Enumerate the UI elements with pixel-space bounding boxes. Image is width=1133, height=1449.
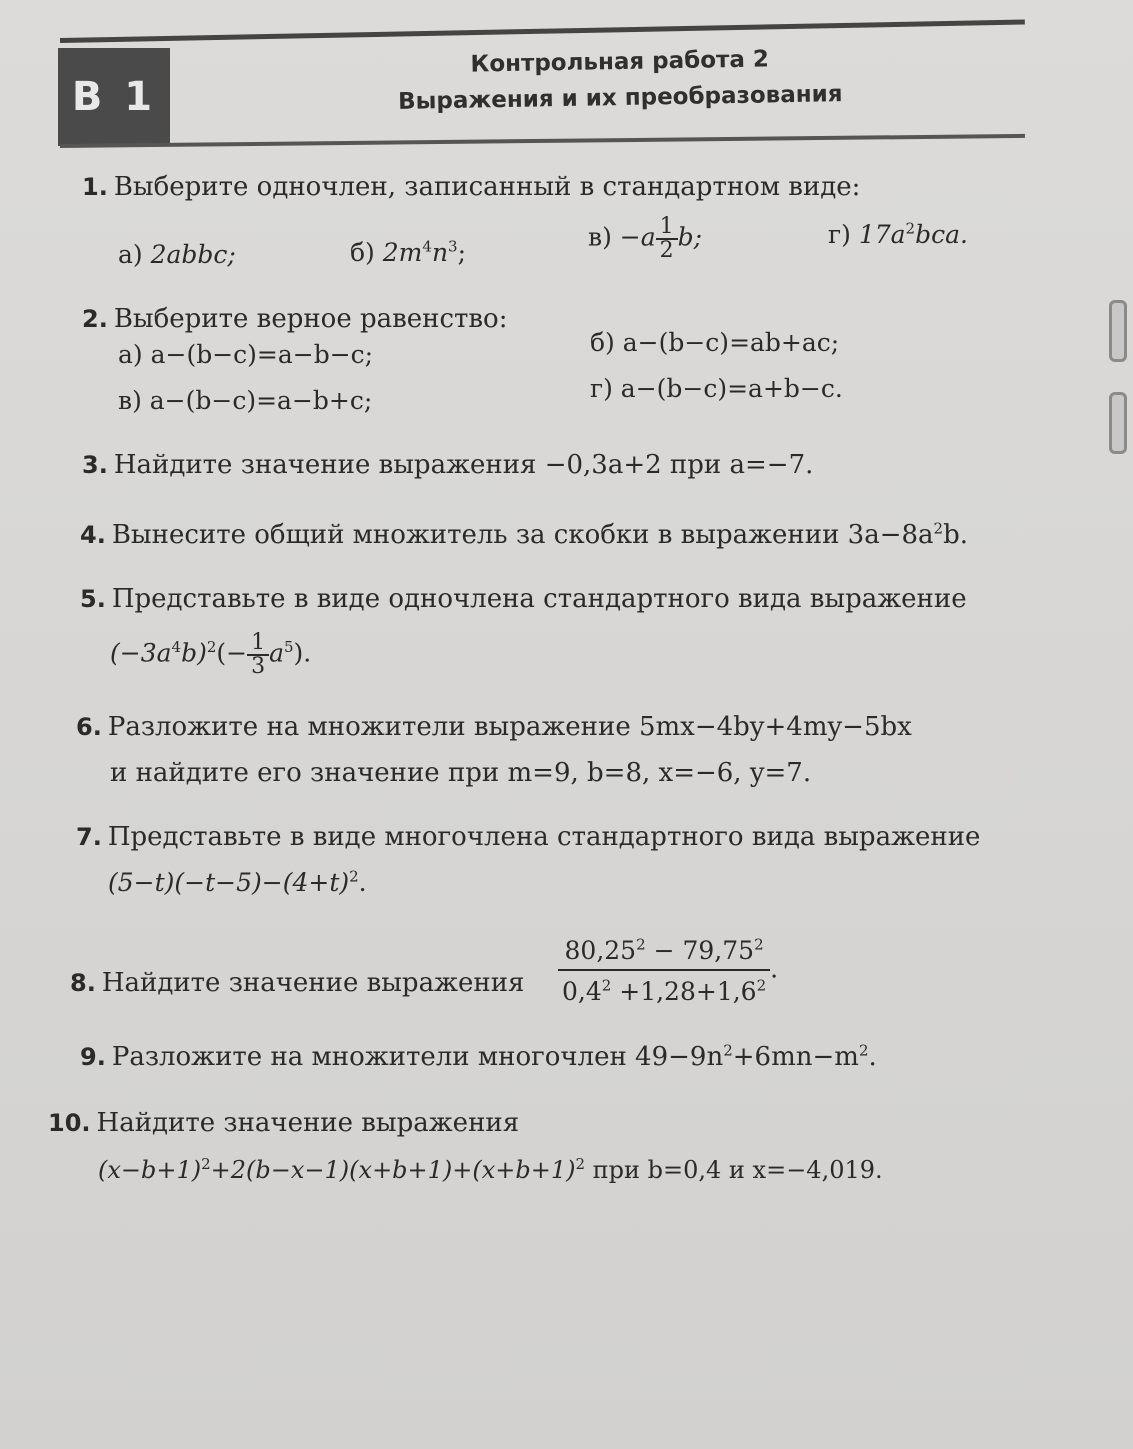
task-3 bbox=[82, 448, 813, 482]
t10-part-2: +2(b−x−1)(x+b+1)+(x+b+1) bbox=[210, 1156, 576, 1184]
task-1-text: Выберите одночлен, записанный в стандартном виде: bbox=[113, 172, 861, 202]
option-c-end: b; bbox=[677, 222, 703, 252]
task-9-exp1: 2 bbox=[723, 1041, 733, 1060]
t10-part-3: при b=0,4 и x=−4,019. bbox=[585, 1156, 883, 1184]
task-2-number: 2. bbox=[82, 305, 108, 333]
option-b-base: 2m bbox=[382, 238, 423, 267]
t5-part-e: ). bbox=[293, 638, 312, 668]
option-b-prefix: б) bbox=[350, 238, 383, 267]
task-6-text: Разложите на множители выражение 5mx−4by+4my−5bx bbox=[107, 712, 912, 742]
t5-exp-d: 5 bbox=[283, 638, 294, 657]
option-a-prefix: а) bbox=[118, 240, 151, 269]
t5-part-b: b) bbox=[181, 638, 207, 668]
task-5-text: Представьте в виде одночлена стандартного вида выражение bbox=[111, 584, 967, 614]
task-2-option-c: в) a−(b−c)=a−b+c; bbox=[118, 386, 373, 415]
task-6-number: 6. bbox=[76, 713, 102, 741]
t8-end: . bbox=[770, 954, 779, 984]
option-a-expression: 2abbc; bbox=[150, 240, 236, 269]
task-9-number: 9. bbox=[80, 1043, 106, 1071]
binder-clip-icon bbox=[1109, 392, 1127, 454]
t8-den-a: 0,4 bbox=[562, 977, 602, 1006]
task-8 bbox=[70, 966, 524, 1000]
t5-frac-den: 3 bbox=[247, 654, 269, 678]
option-c-start: −a bbox=[619, 222, 656, 252]
task-1-option-b bbox=[350, 238, 466, 267]
task-9 bbox=[80, 1040, 877, 1074]
task-4-end: b. bbox=[943, 520, 969, 550]
t7-end: . bbox=[358, 868, 367, 897]
task-9-exp2: 2 bbox=[858, 1041, 869, 1060]
task-8-text: Найдите значение выражения bbox=[101, 968, 525, 998]
option-c-frac-num: 1 bbox=[659, 214, 674, 239]
task-10-text: Найдите значение выражения bbox=[96, 1108, 520, 1138]
option-b-mid: n bbox=[431, 238, 449, 267]
t8-num-a: 80,25 bbox=[564, 936, 637, 965]
t5-exp-a: 4 bbox=[171, 638, 182, 657]
variant-label: В 1 bbox=[71, 74, 157, 120]
task-4 bbox=[80, 518, 968, 552]
task-5-number: 5. bbox=[80, 585, 106, 613]
task-3-number: 3. bbox=[82, 451, 108, 479]
task-5 bbox=[80, 582, 967, 616]
task-1-option-d bbox=[828, 220, 968, 249]
t5-part-a: (−3a bbox=[110, 638, 172, 668]
task-8-fraction bbox=[558, 935, 779, 1006]
task-6 bbox=[76, 710, 912, 744]
t8-den-a-exp: 2 bbox=[601, 976, 612, 995]
task-10 bbox=[48, 1106, 519, 1140]
task-9-text: Разложите на множители многочлен 49−9n bbox=[111, 1042, 724, 1072]
task-1-option-c bbox=[588, 216, 702, 262]
t8-den-b-exp: 2 bbox=[756, 976, 767, 995]
option-c-frac-den: 2 bbox=[656, 238, 678, 262]
option-d-end: bca. bbox=[915, 220, 968, 249]
t10-part-1: (x−b+1) bbox=[98, 1156, 202, 1184]
title-line-2: Выражения и их преобразования bbox=[397, 81, 843, 115]
task-1-option-a bbox=[118, 240, 236, 269]
t10-exp-2: 2 bbox=[575, 1155, 586, 1173]
t5-part-d: a bbox=[269, 638, 284, 668]
t8-num-b-exp: 2 bbox=[754, 935, 764, 954]
task-5-expression bbox=[110, 632, 311, 678]
task-3-text: Найдите значение выражения −0,3a+2 при a=−7. bbox=[113, 450, 814, 480]
task-9-end: . bbox=[868, 1042, 877, 1072]
task-4-number: 4. bbox=[80, 521, 106, 549]
t8-fraction bbox=[558, 935, 770, 1006]
task-2-text: Выберите верное равенство: bbox=[113, 304, 508, 334]
task-7 bbox=[76, 820, 980, 854]
t8-num-mid: − 79,75 bbox=[645, 936, 755, 965]
header-bottom-rule bbox=[60, 134, 1025, 148]
task-2-option-d: г) a−(b−c)=a+b−c. bbox=[590, 374, 843, 403]
option-b-end: ; bbox=[457, 238, 467, 267]
task-2-option-a: а) a−(b−c)=a−b−c; bbox=[118, 340, 374, 369]
t8-numerator bbox=[558, 935, 770, 969]
option-b-exp1: 4 bbox=[422, 237, 432, 256]
option-b-exp2: 3 bbox=[448, 237, 458, 256]
t5-part-c: (− bbox=[216, 638, 248, 668]
t8-num-a-exp: 2 bbox=[636, 935, 646, 954]
task-4-exp: 2 bbox=[933, 519, 944, 538]
option-d-start: 17a bbox=[858, 220, 906, 249]
task-9-mid: +6mn−m bbox=[732, 1042, 859, 1072]
t7-exp: 2 bbox=[349, 867, 359, 886]
t8-den-mid: +1,28+1,6 bbox=[611, 977, 757, 1006]
task-1-number: 1. bbox=[82, 173, 108, 201]
t8-denominator bbox=[558, 969, 770, 1004]
task-10-expression bbox=[98, 1156, 883, 1184]
task-10-number: 10. bbox=[48, 1109, 91, 1137]
task-8-number: 8. bbox=[70, 969, 96, 997]
t7-expr: (5−t)(−t−5)−(4+t) bbox=[108, 868, 350, 897]
option-c-fraction bbox=[656, 216, 678, 262]
option-c-prefix: в) bbox=[588, 222, 620, 252]
t5-frac-num: 1 bbox=[251, 630, 266, 655]
task-1 bbox=[82, 170, 860, 204]
t5-exp-b: 2 bbox=[206, 638, 217, 657]
option-d-prefix: г) bbox=[828, 220, 859, 249]
task-6-line-2: и найдите его значение при m=9, b=8, x=−6, y=7. bbox=[110, 758, 812, 788]
header-title bbox=[299, 38, 940, 121]
t10-exp-1: 2 bbox=[201, 1155, 211, 1173]
option-d-exp: 2 bbox=[905, 219, 916, 238]
task-7-expression bbox=[108, 868, 367, 897]
task-7-text: Представьте в виде многочлена стандартного вида выражение bbox=[107, 822, 981, 852]
task-2-option-b: б) a−(b−c)=ab+ac; bbox=[590, 328, 840, 357]
variant-badge bbox=[58, 48, 170, 146]
task-2 bbox=[82, 302, 507, 336]
title-line-1: Контрольная работа 2 bbox=[470, 46, 770, 78]
binder-clip-icon bbox=[1109, 300, 1127, 362]
t5-fraction bbox=[247, 632, 269, 678]
task-4-text: Вынесите общий множитель за скобки в выражении 3a−8a bbox=[111, 520, 934, 550]
task-7-number: 7. bbox=[76, 823, 102, 851]
